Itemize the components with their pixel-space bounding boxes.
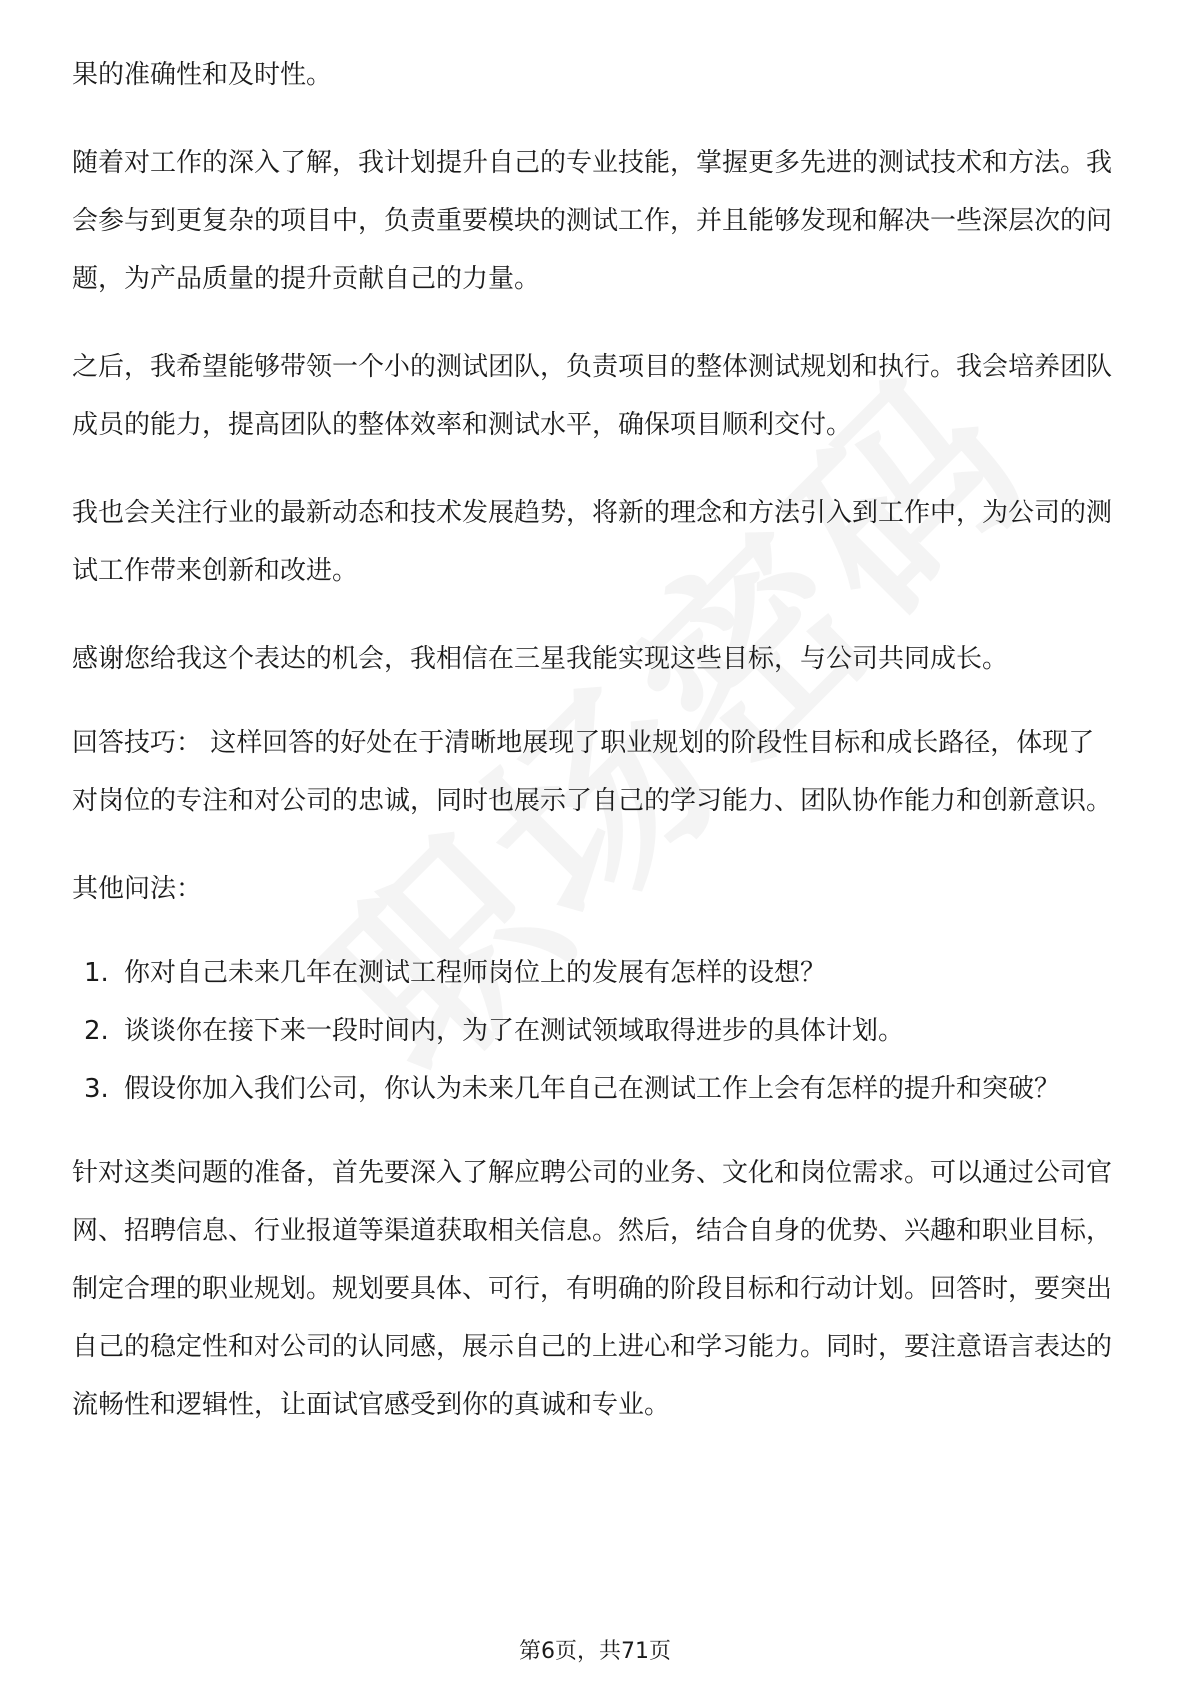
paragraph-3: 之后，我希望能够带领一个小的测试团队，负责项目的整体测试规划和执行。我会培养团队成员的能力，提高团队的整体效率和测试水平，确保项目顺利交付。: [72, 352, 1113, 440]
list-item-text: 你对自己未来几年在测试工程师岗位上的发展有怎样的设想？: [124, 958, 827, 988]
list-item-number: 2.: [84, 1016, 109, 1046]
paragraph-1: 果的准确性和及时性。: [72, 60, 333, 90]
preparation-paragraph: 针对这类问题的准备，首先要深入了解应聘公司的业务、文化和岗位需求。可以通过公司官网、招聘信息、行业报道等渠道获取相关信息。然后，结合自身的优势、兴趣和职业目标，制定合理的职业规划。规划要具体、可行，有明确的阶段目标和行动计划。回答时，要突出自己的稳定性和对公司的认同感，展示自己的上进心和学习能力。同时，要注意语言表达的流畅性和逻辑性，让面试官感受到你的真诚和专业。: [72, 1158, 1113, 1420]
list-item-text: 谈谈你在接下来一段时间内，为了在测试领域取得进步的具体计划。: [124, 1016, 905, 1046]
list-item: [72, 944, 1118, 1002]
answer-tips-paragraph: 回答技巧： 这样回答的好处在于清晰地展现了职业规划的阶段性目标和成长路径，体现了对岗位的专注和对公司的忠诚，同时也展示了自己的学习能力、团队协作能力和创新意识。: [72, 728, 1113, 816]
page-content: [72, 46, 1118, 1434]
paragraph-2: 随着对工作的深入了解，我计划提升自己的专业技能，掌握更多先进的测试技术和方法。我会参与到更复杂的项目中，负责重要模块的测试工作，并且能够发现和解决一些深层次的问题，为产品质量的提升贡献自己的力量。: [72, 148, 1113, 294]
list-item: [72, 1002, 1118, 1060]
paragraph-5: 感谢您给我这个表达的机会，我相信在三星我能实现这些目标，与公司共同成长。: [72, 644, 1009, 674]
other-questions-heading: 其他问法：: [72, 874, 203, 904]
list-item-number: 1.: [84, 958, 109, 988]
list-item: [72, 1060, 1118, 1118]
other-questions-list: [72, 944, 1118, 1118]
list-item-number: 3.: [84, 1074, 109, 1104]
page-number-footer: 第6页，共71页: [519, 1639, 671, 1664]
paragraph-4: 我也会关注行业的最新动态和技术发展趋势，将新的理念和方法引入到工作中，为公司的测试工作带来创新和改进。: [72, 498, 1113, 586]
list-item-text: 假设你加入我们公司，你认为未来几年自己在测试工作上会有怎样的提升和突破？: [124, 1074, 1061, 1104]
